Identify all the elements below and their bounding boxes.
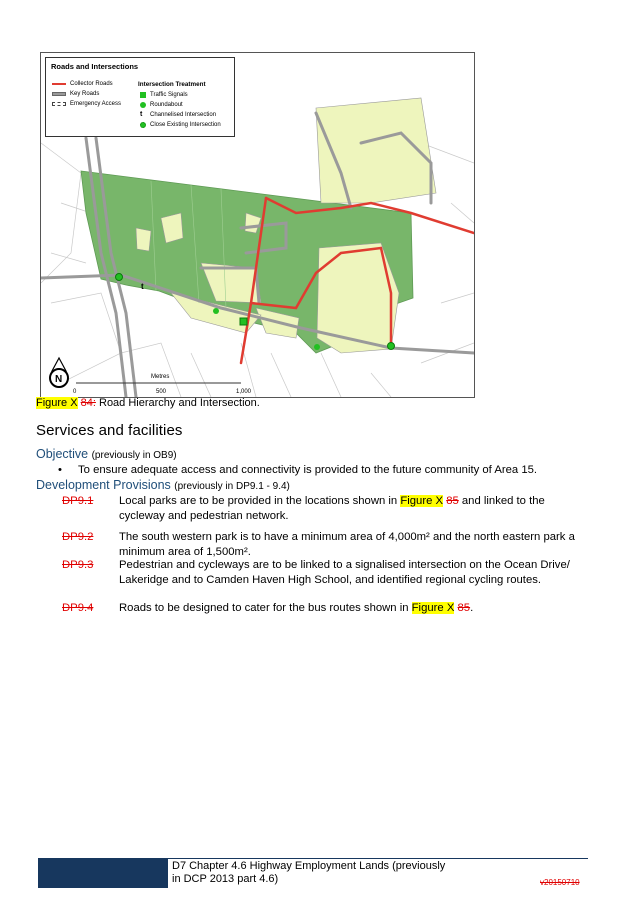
svg-text:N: N (55, 374, 63, 385)
traffic-signal-icon (140, 92, 146, 98)
svg-text:1,000: 1,000 (236, 389, 252, 395)
key-road-swatch (52, 92, 66, 96)
collector-road-swatch (52, 83, 66, 85)
road-hierarchy-map (40, 52, 475, 398)
emergency-access-swatch (52, 102, 66, 106)
version-label: v20150710 (540, 878, 580, 887)
intersection-treatment-title: Intersection Treatment (138, 81, 206, 88)
footer-bar (38, 858, 168, 888)
svg-text:Metres: Metres (151, 374, 170, 380)
channelised-intersection-icon: t (140, 111, 143, 118)
close-intersection-icon (140, 122, 146, 128)
section-heading: Services and facilities (36, 422, 183, 439)
objective-heading: Objective (previously in OB9) (36, 447, 177, 461)
svg-text:500: 500 (156, 389, 167, 395)
footer-text: D7 Chapter 4.6 Highway Employment Lands (previously in DCP 2013 part 4.6) (172, 860, 446, 885)
channelised-marker: t (141, 282, 144, 291)
map-legend: Roads and Intersections Collector Roads Key Roads Emergency Access Intersection Treatment Traffic Signals Roundabout t Channelised Intersection Close Existing Intersection (45, 57, 235, 137)
svg-text:0: 0 (73, 389, 77, 395)
footer-divider (168, 858, 588, 859)
provisions-heading: Development Provisions (previously in DP9.1 - 9.4) (36, 478, 290, 492)
roundabout-icon (140, 102, 146, 108)
figure-caption: Figure X 84: Road Hierarchy and Intersection. (36, 397, 260, 409)
legend-title: Roads and Intersections (51, 62, 139, 71)
